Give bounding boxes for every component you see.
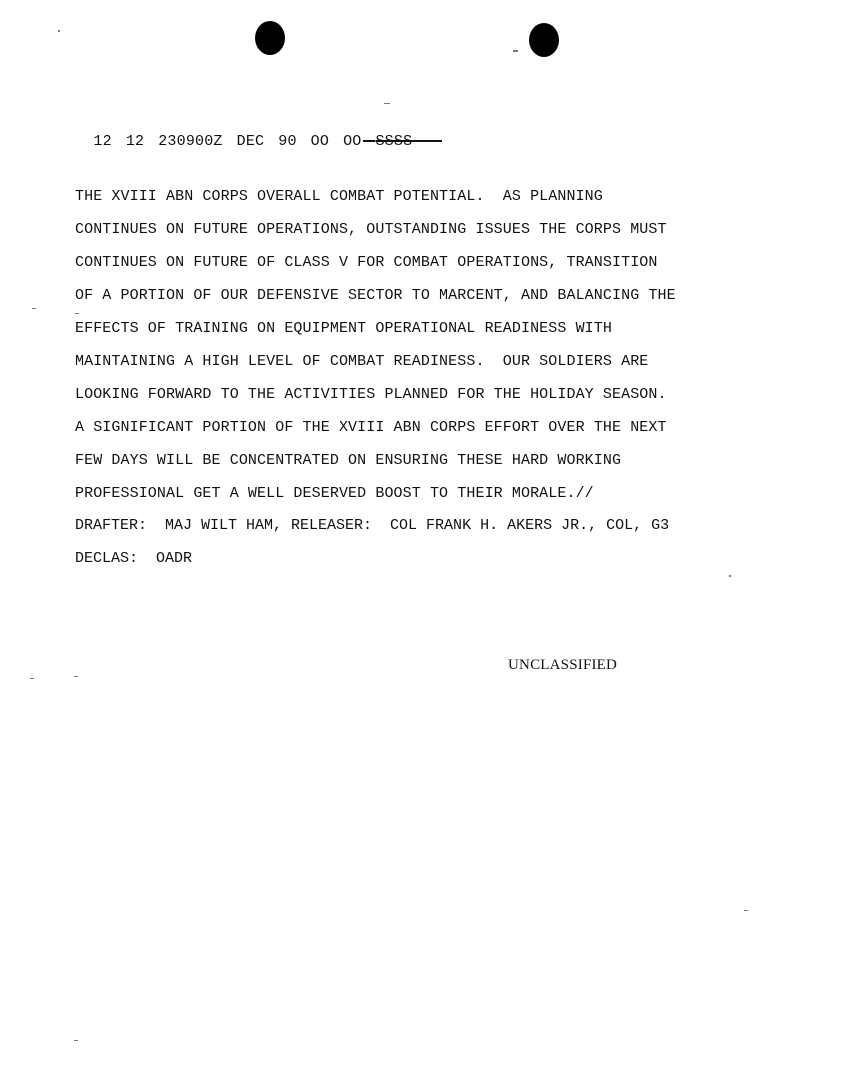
header-struck-classification: SSSS (375, 133, 413, 150)
body-line: THE XVIII ABN CORPS OVERALL COMBAT POTENTIAL. AS PLANNING (75, 188, 603, 205)
punch-hole-right (529, 23, 559, 57)
header-field-month: DEC (236, 133, 265, 150)
scan-speck (30, 678, 34, 679)
body-line: CONTINUES ON FUTURE OF CLASS V FOR COMBAT OPERATIONS, TRANSITION (75, 254, 658, 271)
header-field-year: 90 (278, 133, 297, 150)
declassification-line: DECLAS: OADR (75, 550, 193, 567)
header-field-code-b: OO (343, 133, 362, 150)
scan-speck (58, 30, 60, 32)
body-line: EFFECTS OF TRAINING ON EQUIPMENT OPERATIONAL READINESS WITH (75, 320, 612, 337)
scan-speck (729, 575, 731, 577)
strike-tail-mark (412, 140, 442, 142)
scan-speck (75, 313, 79, 314)
body-line: CONTINUES ON FUTURE OPERATIONS, OUTSTANDING ISSUES THE CORPS MUST (75, 221, 667, 238)
scan-speck (513, 50, 518, 52)
scan-speck (384, 103, 390, 104)
punch-hole-left (255, 21, 285, 55)
body-line: A SIGNIFICANT PORTION OF THE XVIII ABN CORPS EFFORT OVER THE NEXT (75, 419, 667, 436)
header-field-total: 12 (125, 133, 145, 150)
header-field-dtg: 230900Z (158, 133, 223, 150)
classification-marking: UNCLASSIFIED (508, 657, 618, 673)
message-body (75, 180, 775, 510)
body-line: MAINTAINING A HIGH LEVEL OF COMBAT READINESS. OUR SOLDIERS ARE (75, 353, 649, 370)
body-line: FEW DAYS WILL BE CONCENTRATED ON ENSURING THESE HARD WORKING (75, 452, 622, 469)
strike-lead-mark (363, 140, 375, 142)
drafter-releaser-line: DRAFTER: MAJ WILT HAM, RELEASER: COL FRANK H. AKERS JR., COL, G3 (75, 517, 670, 534)
message-header (75, 116, 442, 150)
scan-speck (744, 910, 748, 911)
body-line: PROFESSIONAL GET A WELL DESERVED BOOST TO THEIR MORALE.// (75, 485, 594, 502)
body-line: OF A PORTION OF OUR DEFENSIVE SECTOR TO MARCENT, AND BALANCING THE (75, 287, 676, 304)
scan-speck (74, 1040, 78, 1041)
scan-speck (32, 308, 36, 309)
body-line: LOOKING FORWARD TO THE ACTIVITIES PLANNED FOR THE HOLIDAY SEASON. (75, 386, 667, 403)
header-field-code-a: OO (310, 133, 330, 150)
header-field-page: 12 (93, 133, 112, 150)
message-footer (75, 509, 669, 575)
scan-speck (74, 676, 78, 677)
